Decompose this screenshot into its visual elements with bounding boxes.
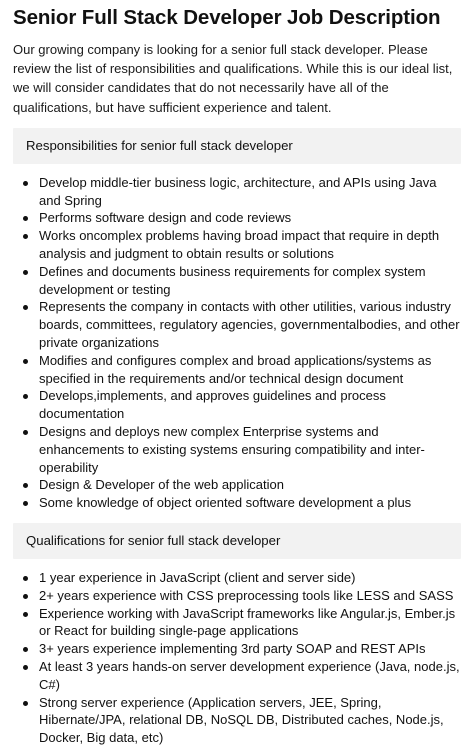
list-item [39,605,461,641]
intro-paragraph: Our growing company is looking for a senior full stack developer. Please review the list of responsibilities and qualifications. While this is our ideal list, we will consider candidates that do not necessarily have all of the qualifications, but have sufficient experience and talent. [13,42,453,115]
list-item-text: Develop middle-tier business logic, architecture, and APIs using Java and Spring [39,174,437,208]
bullet-icon [23,594,28,599]
list-item [39,263,461,299]
list-item-text: Experience working with JavaScript frameworks like Angular.js, Ember.js or React for building single-page applications [39,605,456,639]
responsibilities-heading: Responsibilities for senior full stack developer [26,138,293,154]
qualifications-header [13,523,461,559]
page-title: Senior Full Stack Developer Job Description [13,6,441,29]
bullet-icon [23,305,28,310]
bullet-icon [23,270,28,275]
bullet-icon [23,430,28,435]
list-item-text: Design & Developer of the web application [39,477,284,493]
list-item [39,569,461,587]
bullet-icon [23,483,28,488]
list-item [39,587,461,605]
list-item-text: Develops,implements, and approves guidelines and process documentation [39,388,386,422]
list-item-text: 2+ years experience with CSS preprocessing tools like LESS and SASS [39,587,454,603]
bullet-icon [23,647,28,652]
bullet-icon [23,359,28,364]
list-item [39,352,461,388]
list-item [39,227,461,263]
list-item [39,423,461,476]
list-item-text: Represents the company in contacts with other utilities, various industry boards, committees, regulatory agencies, governmentalbodies, and other private organizations [39,299,460,350]
bullet-icon [23,394,28,399]
list-item [39,298,461,351]
list-item-text: Defines and documents business requirements for complex system development or testing [39,263,426,297]
bullet-icon [23,216,28,221]
list-item-text: At least 3 years hands-on server development experience (Java, node.js, C#) [39,658,460,692]
bullet-icon [23,576,28,581]
responsibilities-header [13,128,461,164]
list-item-text: 1 year experience in JavaScript (client and server side) [39,569,356,585]
responsibilities-list [13,174,461,512]
list-item-text: Designs and deploys new complex Enterprise systems and enhancements to existing systems ensuring compatibility and inter-operability [39,423,425,475]
list-item-text: Works oncomplex problems having broad impact that require in depth analysis and judgment to obtain results or solutions [39,228,440,261]
list-item [39,658,461,694]
bullet-icon [23,701,28,706]
bullet-icon [23,612,28,617]
bullet-icon [23,234,28,239]
qualifications-heading: Qualifications for senior full stack developer [26,533,281,549]
list-item-text: 3+ years experience implementing 3rd party SOAP and REST APIs [39,641,426,657]
list-item [39,694,461,747]
bullet-icon [23,665,28,670]
list-item [39,476,461,494]
bullet-icon [23,501,28,506]
list-item-text: Some knowledge of object oriented software development a plus [39,495,412,511]
list-item-text: Strong server experience (Application servers, JEE, Spring, Hibernate/JPA, relational DB, NoSQL DB, Distributed caches, Node.js, Docker, Big data, etc) [39,694,444,746]
list-item [39,494,461,512]
list-item [39,209,461,227]
list-item [39,387,461,423]
bullet-icon [23,181,28,186]
list-item [39,640,461,658]
qualifications-list [13,569,461,747]
list-item [39,174,461,210]
list-item-text: Performs software design and code reviews [39,210,292,226]
list-item-text: Modifies and configures complex and broad applications/systems as specified in the requirements and/or technical design document [39,352,432,386]
